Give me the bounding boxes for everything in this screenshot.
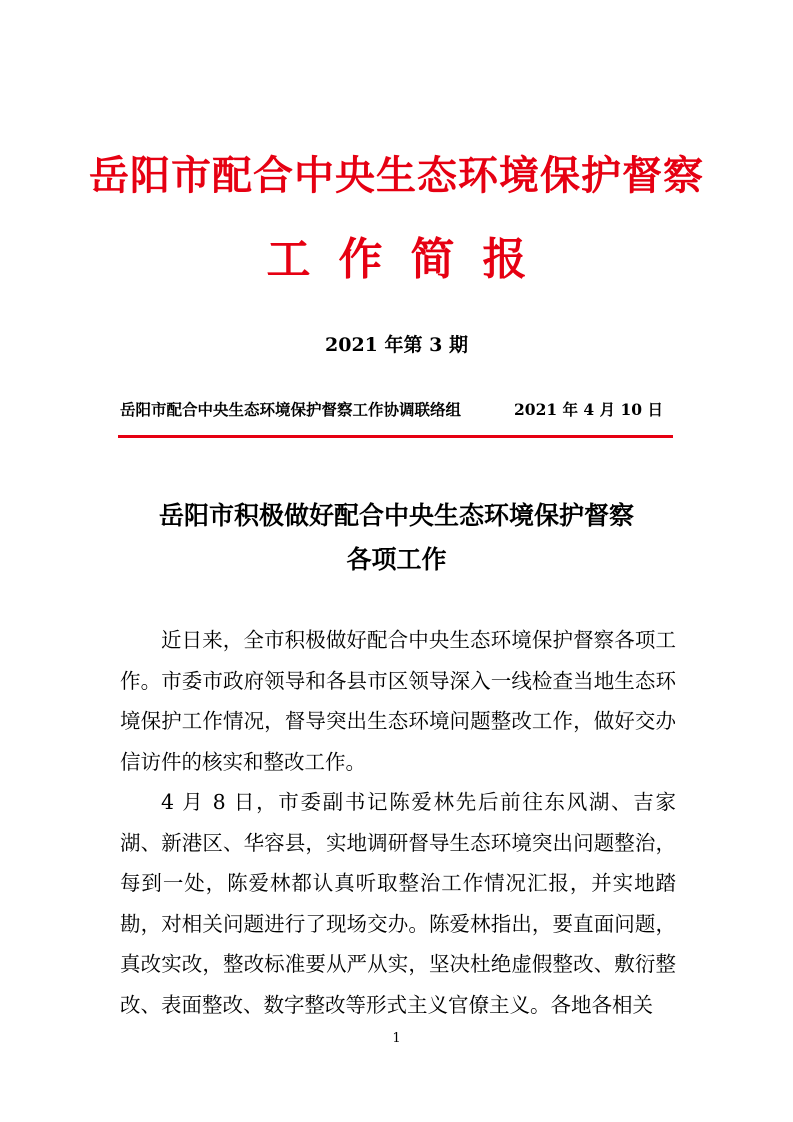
issue-date: 2021 年 4 月 10 日 xyxy=(514,400,663,419)
paragraph-2: 4 月 8 日，市委副书记陈爱林先后前往东风湖、吉家湖、新港区、华容县，实地调研督导生态环境突出问题整治，每到一处，陈爱林都认真听取整治工作情况汇报，并实地踏勘，对相关问题进行了现场交办。陈爱林指出，要直面问题，真改实改，整改标准要从严从实，坚决杜绝虚假整改、敷衍整改、表面整改、数字整改等形式主义官僚主义。各地各相关 xyxy=(120,790,676,1017)
article-title-line1: 岳阳市积极做好配合中央生态环境保护督察 xyxy=(158,501,634,530)
paragraph-1: 近日来，全市积极做好配合中央生态环境保护督察各项工作。市委市政府领导和各县市区领导深入一线检查当地生态环境保护工作情况，督导突出生态环境问题整改工作，做好交办信访件的核实和整改工作。 xyxy=(120,628,676,774)
masthead-title-line2: 工作简报 xyxy=(266,234,555,285)
article-body xyxy=(120,620,676,1025)
organization-name: 岳阳市配合中央生态环境保护督察工作协调联络组 xyxy=(120,400,462,419)
issue-number: 2021 年第 3 期 xyxy=(325,334,468,356)
page-number: 1 xyxy=(392,1031,401,1046)
red-divider xyxy=(118,435,673,438)
article-title-line2: 各项工作 xyxy=(346,545,447,574)
masthead-title-line1: 岳阳市配合中央生态环境保护督察 xyxy=(89,152,704,199)
